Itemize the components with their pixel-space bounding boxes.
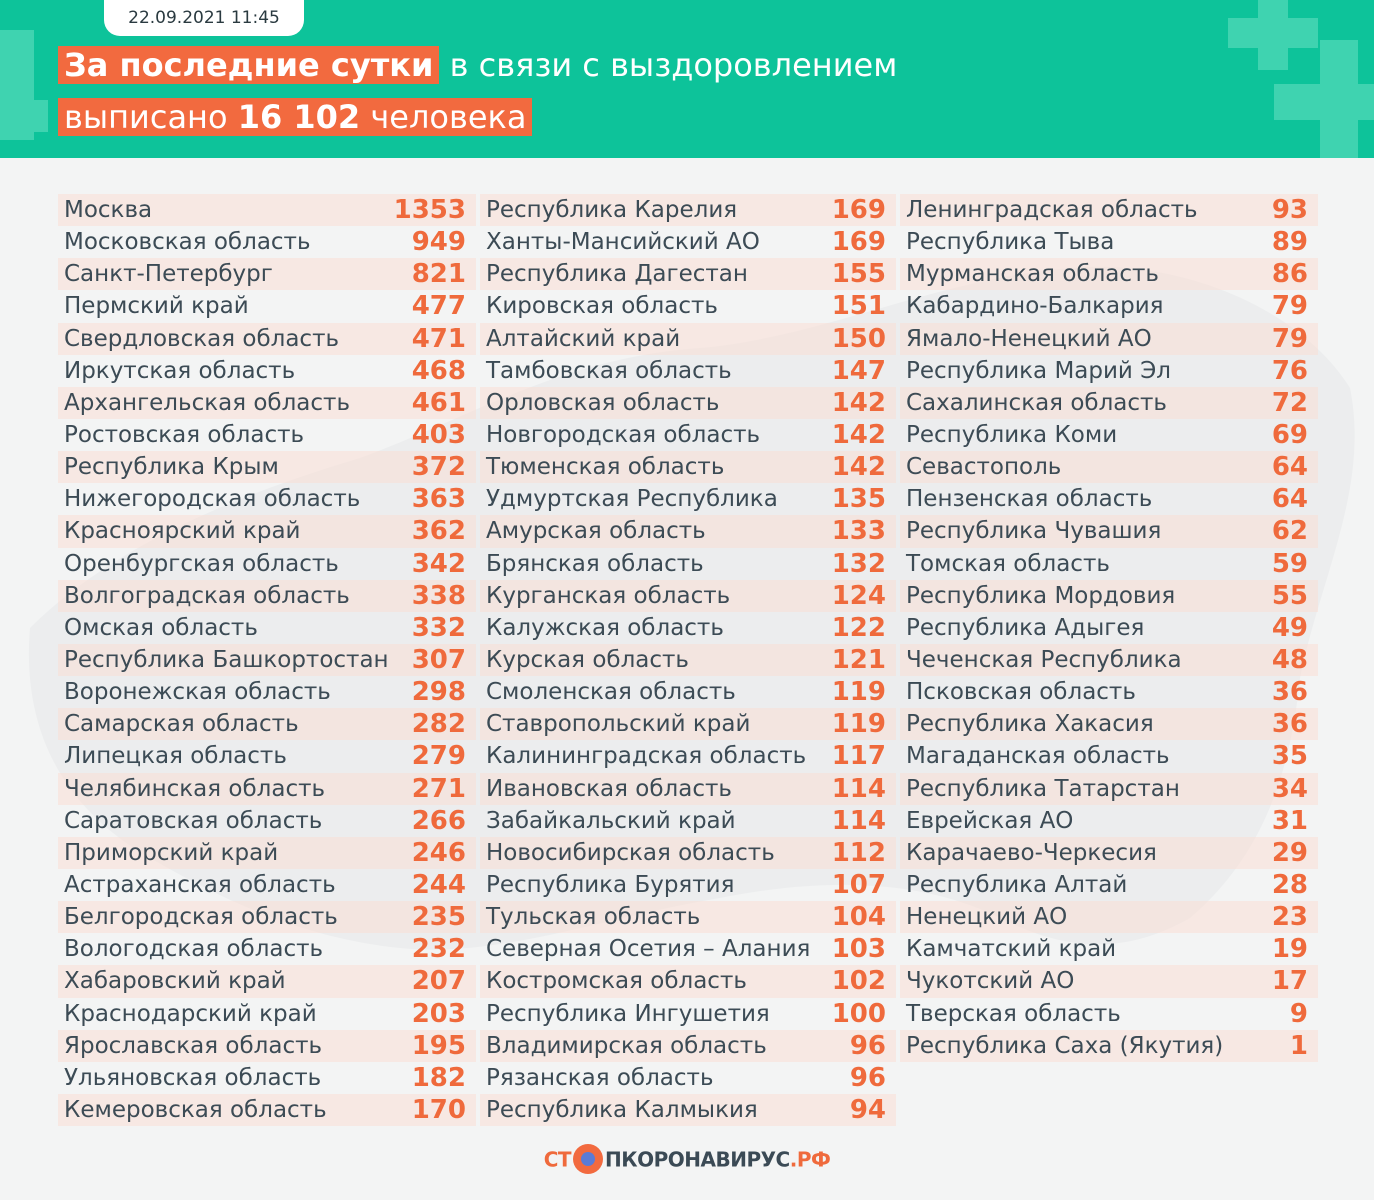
region-name: Кировская область xyxy=(486,293,718,320)
table-row xyxy=(480,1062,896,1094)
table-row xyxy=(58,290,476,322)
recovered-count: 170 xyxy=(411,1095,466,1125)
table-row xyxy=(58,933,476,965)
table-row xyxy=(58,226,476,258)
recovered-count: 122 xyxy=(831,612,886,643)
recovered-count: 96 xyxy=(849,1030,886,1061)
recovered-count: 86 xyxy=(1271,259,1308,290)
headline-line-2 xyxy=(58,94,532,140)
table-row xyxy=(58,323,476,355)
region-name: Еврейская АО xyxy=(906,807,1074,834)
recovered-count: 362 xyxy=(411,516,466,547)
recovered-count: 103 xyxy=(831,934,886,965)
recovered-count: 949 xyxy=(411,227,466,258)
recovered-count: 100 xyxy=(831,998,886,1029)
recovered-count: 203 xyxy=(411,998,466,1029)
table-row xyxy=(58,483,476,515)
region-name: Псковская область xyxy=(906,679,1136,706)
table-row xyxy=(58,1094,476,1126)
region-name: Калининградская область xyxy=(486,743,807,770)
recovered-count: 135 xyxy=(831,484,886,515)
region-name: Санкт-Петербург xyxy=(64,261,273,288)
header-banner xyxy=(0,0,1374,158)
recovered-count: 279 xyxy=(411,741,466,772)
recovered-count: 468 xyxy=(411,355,466,386)
region-name: Ленинградская область xyxy=(906,197,1198,224)
region-column-2 xyxy=(480,194,896,1126)
table-row xyxy=(480,1094,896,1126)
region-name: Иркутская область xyxy=(64,357,296,384)
region-name: Забайкальский край xyxy=(486,807,736,834)
recovered-count: 31 xyxy=(1271,805,1308,836)
recovered-count: 150 xyxy=(831,323,886,354)
recovered-count: 142 xyxy=(831,452,886,483)
region-name: Астраханская область xyxy=(64,872,336,899)
table-row xyxy=(58,258,476,290)
table-row xyxy=(900,323,1318,355)
recovered-count: 477 xyxy=(411,291,466,322)
region-name: Тамбовская область xyxy=(486,357,732,384)
region-name: Тверская область xyxy=(906,1000,1121,1027)
region-name: Смоленская область xyxy=(486,679,736,706)
region-name: Волгоградская область xyxy=(64,582,350,609)
region-name: Амурская область xyxy=(486,518,706,545)
table-row xyxy=(58,740,476,772)
table-row xyxy=(480,515,896,547)
region-name: Оренбургская область xyxy=(64,550,339,577)
recovered-count: 79 xyxy=(1271,291,1308,322)
region-name: Омская область xyxy=(64,614,258,641)
recovered-count: 232 xyxy=(411,934,466,965)
decor-cross-right1-h xyxy=(1228,18,1318,48)
table-row xyxy=(480,548,896,580)
table-row xyxy=(900,580,1318,612)
recovered-count: 64 xyxy=(1271,452,1308,483)
region-name: Республика Ингушетия xyxy=(486,1000,770,1027)
table-row xyxy=(900,612,1318,644)
recovered-count: 403 xyxy=(411,420,466,451)
region-name: Республика Бурятия xyxy=(486,872,735,899)
region-name: Орловская область xyxy=(486,389,720,416)
region-name: Республика Алтай xyxy=(906,872,1128,899)
recovered-count: 119 xyxy=(831,677,886,708)
table-row xyxy=(480,419,896,451)
table-row xyxy=(900,548,1318,580)
region-name: Новосибирская область xyxy=(486,839,775,866)
table-row xyxy=(900,933,1318,965)
region-name: Тюменская область xyxy=(486,454,725,481)
table-row xyxy=(480,644,896,676)
recovered-count: 195 xyxy=(411,1030,466,1061)
region-name: Республика Чувашия xyxy=(906,518,1162,545)
recovered-count: 461 xyxy=(411,387,466,418)
region-name: Чеченская Республика xyxy=(906,647,1182,674)
table-row xyxy=(480,965,896,997)
recovered-count: 69 xyxy=(1271,420,1308,451)
table-row xyxy=(900,837,1318,869)
table-row xyxy=(480,355,896,387)
table-row xyxy=(58,419,476,451)
region-name: Ульяновская область xyxy=(64,1064,322,1091)
table-row xyxy=(58,901,476,933)
headline-rest: в связи с выздоровлением xyxy=(439,46,898,84)
region-name: Ханты-Мансийский АО xyxy=(486,229,760,256)
recovered-count: 471 xyxy=(411,323,466,354)
table-row xyxy=(480,837,896,869)
recovered-count: 142 xyxy=(831,420,886,451)
table-row xyxy=(58,1030,476,1062)
region-name: Республика Крым xyxy=(64,454,279,481)
region-name: Костромская область xyxy=(486,968,747,995)
recovered-count: 17 xyxy=(1271,966,1308,997)
table-row xyxy=(480,258,896,290)
table-row xyxy=(480,387,896,419)
headline-prefix: выписано xyxy=(64,98,238,136)
region-name: Удмуртская Республика xyxy=(486,486,778,513)
region-name: Северная Осетия – Алания xyxy=(486,936,811,963)
table-row xyxy=(900,355,1318,387)
recovered-count: 89 xyxy=(1271,227,1308,258)
table-row xyxy=(480,998,896,1030)
region-name: Республика Карелия xyxy=(486,197,738,224)
recovered-count: 35 xyxy=(1271,741,1308,772)
table-row xyxy=(58,355,476,387)
table-row xyxy=(900,805,1318,837)
headline-total: 16 102 xyxy=(237,98,361,136)
region-name: Свердловская область xyxy=(64,325,340,352)
table-row xyxy=(58,580,476,612)
recovered-count: 48 xyxy=(1271,645,1308,676)
headline-suffix: человека xyxy=(360,98,527,136)
recovered-count: 94 xyxy=(849,1095,886,1125)
table-row xyxy=(480,805,896,837)
recovered-count: 1 xyxy=(1289,1030,1308,1061)
recovered-count: 132 xyxy=(831,548,886,579)
recovered-count: 19 xyxy=(1271,934,1308,965)
recovered-count: 117 xyxy=(831,741,886,772)
table-row xyxy=(900,901,1318,933)
recovered-count: 298 xyxy=(411,677,466,708)
region-name: Белгородская область xyxy=(64,904,338,931)
region-name: Республика Коми xyxy=(906,422,1118,449)
recovered-count: 79 xyxy=(1271,323,1308,354)
headline-count-box xyxy=(58,98,532,136)
date-badge: 22.09.2021 11:45 xyxy=(104,0,304,36)
region-column-3 xyxy=(900,194,1318,1062)
recovered-count: 114 xyxy=(831,773,886,804)
recovered-count: 28 xyxy=(1271,870,1308,901)
decor-cross-right2-h xyxy=(1274,84,1374,120)
region-name: Краснодарский край xyxy=(64,1000,317,1027)
table-row xyxy=(58,708,476,740)
recovered-count: 1353 xyxy=(393,195,466,226)
table-row xyxy=(480,740,896,772)
recovered-count: 307 xyxy=(411,645,466,676)
recovered-count: 266 xyxy=(411,805,466,836)
virus-stop-icon xyxy=(573,1144,603,1174)
region-name: Московская область xyxy=(64,229,311,256)
region-name: Камчатский край xyxy=(906,936,1117,963)
region-name: Новгородская область xyxy=(486,422,761,449)
region-name: Калужская область xyxy=(486,614,724,641)
region-name: Ненецкий АО xyxy=(906,904,1068,931)
table-row xyxy=(480,323,896,355)
table-row xyxy=(900,740,1318,772)
region-name: Курганская область xyxy=(486,582,731,609)
recovered-count: 62 xyxy=(1271,516,1308,547)
recovered-count: 142 xyxy=(831,387,886,418)
logo-text-end: .РФ xyxy=(789,1147,831,1172)
recovered-count: 338 xyxy=(411,580,466,611)
recovered-count: 147 xyxy=(831,355,886,386)
table-row xyxy=(900,998,1318,1030)
recovered-count: 29 xyxy=(1271,837,1308,868)
table-row xyxy=(900,869,1318,901)
table-row xyxy=(900,965,1318,997)
region-name: Кемеровская область xyxy=(64,1097,327,1123)
recovered-count: 121 xyxy=(831,645,886,676)
table-row xyxy=(900,290,1318,322)
region-name: Курская область xyxy=(486,647,689,674)
region-name: Ямало-Ненецкий АО xyxy=(906,325,1152,352)
region-name: Республика Тыва xyxy=(906,229,1115,256)
recovered-count: 96 xyxy=(849,1062,886,1093)
recovered-count: 282 xyxy=(411,709,466,740)
region-name: Рязанская область xyxy=(486,1064,714,1091)
recovered-count: 235 xyxy=(411,902,466,933)
table-row xyxy=(58,194,476,226)
table-row xyxy=(58,548,476,580)
recovered-count: 363 xyxy=(411,484,466,515)
table-row xyxy=(58,612,476,644)
table-row xyxy=(58,998,476,1030)
table-row xyxy=(900,708,1318,740)
recovered-count: 76 xyxy=(1271,355,1308,386)
recovered-count: 9 xyxy=(1289,998,1308,1029)
table-row xyxy=(58,451,476,483)
region-name: Владимирская область xyxy=(486,1032,767,1059)
region-name: Приморский край xyxy=(64,839,279,866)
footer-logo xyxy=(0,1146,1374,1180)
region-name: Ростовская область xyxy=(64,422,305,449)
region-name: Республика Башкортостан xyxy=(64,647,389,674)
recovered-count: 119 xyxy=(831,709,886,740)
recovered-count: 59 xyxy=(1271,548,1308,579)
recovered-count: 114 xyxy=(831,805,886,836)
table-row xyxy=(900,194,1318,226)
recovered-count: 151 xyxy=(831,291,886,322)
recovered-count: 246 xyxy=(411,837,466,868)
table-row xyxy=(480,901,896,933)
table-row xyxy=(480,869,896,901)
region-name: Вологодская область xyxy=(64,936,324,963)
recovered-count: 372 xyxy=(411,452,466,483)
table-row xyxy=(480,483,896,515)
recovered-count: 36 xyxy=(1271,677,1308,708)
region-name: Алтайский край xyxy=(486,325,681,352)
recovered-count: 112 xyxy=(831,837,886,868)
region-name: Республика Мордовия xyxy=(906,582,1176,609)
region-name: Чукотский АО xyxy=(906,968,1075,995)
recovered-count: 244 xyxy=(411,870,466,901)
decor-cross-left-h xyxy=(0,100,48,132)
table-row xyxy=(58,965,476,997)
table-row xyxy=(900,451,1318,483)
table-row xyxy=(900,226,1318,258)
table-row xyxy=(900,1030,1318,1062)
recovered-count: 207 xyxy=(411,966,466,997)
table-row xyxy=(58,515,476,547)
table-row xyxy=(58,805,476,837)
recovered-count: 169 xyxy=(831,227,886,258)
table-row xyxy=(58,644,476,676)
region-name: Брянская область xyxy=(486,550,704,577)
headline-line-1 xyxy=(58,42,897,88)
table-row xyxy=(900,676,1318,708)
logo-text-middle: ПКОРОНАВИРУС xyxy=(605,1147,790,1172)
region-name: Мурманская область xyxy=(906,261,1159,288)
recovered-count: 49 xyxy=(1271,612,1308,643)
region-name: Саратовская область xyxy=(64,807,323,834)
region-name: Севастополь xyxy=(906,454,1062,481)
table-row xyxy=(58,869,476,901)
region-name: Республика Хакасия xyxy=(906,711,1154,738)
recovered-count: 104 xyxy=(831,902,886,933)
recovered-count: 342 xyxy=(411,548,466,579)
region-name: Хабаровский край xyxy=(64,968,286,995)
region-name: Архангельская область xyxy=(64,389,350,416)
region-name: Челябинская область xyxy=(64,775,326,802)
headline-highlight: За последние сутки xyxy=(58,46,439,84)
recovered-count: 23 xyxy=(1271,902,1308,933)
table-row xyxy=(900,419,1318,451)
region-name: Республика Адыгея xyxy=(906,614,1145,641)
recovered-count: 64 xyxy=(1271,484,1308,515)
table-row xyxy=(480,1030,896,1062)
region-name: Ставропольский край xyxy=(486,711,751,738)
table-row xyxy=(480,612,896,644)
recovered-count: 155 xyxy=(831,259,886,290)
recovered-count: 55 xyxy=(1271,580,1308,611)
table-row xyxy=(480,933,896,965)
table-row xyxy=(900,387,1318,419)
region-name: Республика Дагестан xyxy=(486,261,748,288)
region-name: Республика Саха (Якутия) xyxy=(906,1032,1224,1059)
table-row xyxy=(58,676,476,708)
recovered-count: 821 xyxy=(411,259,466,290)
region-name: Томская область xyxy=(906,550,1110,577)
region-name: Ярославская область xyxy=(64,1032,323,1059)
region-name: Кабардино-Балкария xyxy=(906,293,1164,320)
table-row xyxy=(900,258,1318,290)
table-row xyxy=(900,773,1318,805)
table-row xyxy=(480,451,896,483)
recovered-count: 34 xyxy=(1271,773,1308,804)
logo-text-start: СТ xyxy=(543,1147,572,1172)
table-row xyxy=(900,515,1318,547)
region-name: Карачаево-Черкесия xyxy=(906,839,1157,866)
region-name: Самарская область xyxy=(64,711,299,738)
table-row xyxy=(58,837,476,869)
recovered-count: 332 xyxy=(411,612,466,643)
table-row xyxy=(480,676,896,708)
recovered-count: 72 xyxy=(1271,387,1308,418)
table-row xyxy=(480,226,896,258)
region-column-1 xyxy=(58,194,476,1126)
region-name: Республика Марий Эл xyxy=(906,357,1171,384)
region-name: Нижегородская область xyxy=(64,486,361,513)
table-row xyxy=(480,290,896,322)
table-row xyxy=(900,644,1318,676)
region-name: Воронежская область xyxy=(64,679,331,706)
region-name: Москва xyxy=(64,197,153,224)
region-name: Сахалинская область xyxy=(906,389,1167,416)
region-name: Липецкая область xyxy=(64,743,287,770)
recovered-count: 182 xyxy=(411,1062,466,1093)
region-name: Пермский край xyxy=(64,293,249,320)
table-row xyxy=(58,1062,476,1094)
table-row xyxy=(58,387,476,419)
recovered-count: 36 xyxy=(1271,709,1308,740)
region-name: Республика Татарстан xyxy=(906,775,1180,802)
table-row xyxy=(480,194,896,226)
table-row xyxy=(900,483,1318,515)
table-row xyxy=(480,708,896,740)
region-name: Красноярский край xyxy=(64,518,301,545)
region-name: Пензенская область xyxy=(906,486,1153,513)
recovered-count: 133 xyxy=(831,516,886,547)
table-row xyxy=(480,773,896,805)
recovered-count: 169 xyxy=(831,195,886,226)
recovered-count: 271 xyxy=(411,773,466,804)
recovered-count: 102 xyxy=(831,966,886,997)
recovered-count: 107 xyxy=(831,870,886,901)
region-name: Республика Калмыкия xyxy=(486,1097,758,1123)
region-name: Ивановская область xyxy=(486,775,732,802)
table-row xyxy=(58,773,476,805)
region-name: Магаданская область xyxy=(906,743,1170,770)
table-row xyxy=(480,580,896,612)
region-name: Тульская область xyxy=(486,904,701,931)
recovered-count: 124 xyxy=(831,580,886,611)
recovered-count: 93 xyxy=(1271,195,1308,226)
